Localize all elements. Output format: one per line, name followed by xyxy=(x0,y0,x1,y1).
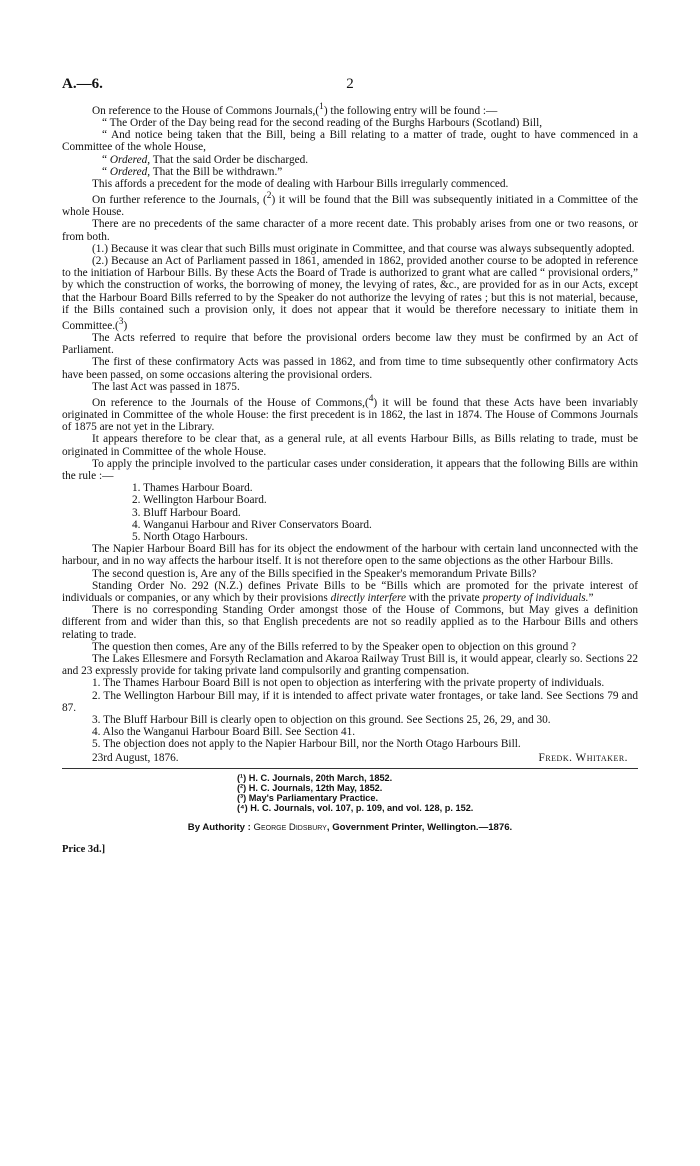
footnotes xyxy=(62,773,638,814)
paragraph: 3. The Bluff Harbour Bill is clearly open to objection on this ground. See Sections 25, 26, 29, and 30. xyxy=(92,714,551,727)
paragraph: “ Ordered, That the said Order be discharged. xyxy=(102,153,309,166)
list-item: 5. North Otago Harbours. xyxy=(132,530,248,543)
paragraph: To apply the principle involved to the particular cases under consideration, it appears that the following Bills are within the rule :— xyxy=(62,457,638,482)
page-number: 2 xyxy=(346,76,354,92)
signature-date: 23rd August, 1876. xyxy=(92,751,179,764)
paragraph: On further reference to the Journals, ($^2$) it will be found that the Bill was subsequently initiated in a Committee of the whole House. xyxy=(62,191,638,219)
paragraph-list xyxy=(62,101,638,751)
footnote: (¹) H. C. Journals, 20th March, 1852. xyxy=(237,772,393,783)
paragraph: The Lakes Ellesmere and Forsyth Reclamation and Akaroa Railway Trust Bill is, it would appear, clearly so. Sections 22 and 23 expressly provide for taking private land compulsorily and granting compensation. xyxy=(62,653,638,678)
footnote: (³) May's Parliamentary Practice. xyxy=(237,793,379,804)
paragraph: The Acts referred to require that before the provisional orders become law they must be confirmed by an Act of Parliament. xyxy=(62,331,638,357)
paragraph: “ Ordered, That the Bill be withdrawn.” xyxy=(102,165,283,178)
paragraph: “ And notice being taken that the Bill, being a Bill relating to a matter of trade, ought to have commenced in a Committee of the whole House, xyxy=(62,129,638,154)
paragraph: The first of these confirmatory Acts was passed in 1862, and from time to time subsequently other confirmatory Acts have been passed, on some occasions altering the provisional orders. xyxy=(62,356,638,381)
paragraph: 2. The Wellington Harbour Bill may, if it is intended to affect private water frontages, or take land. See Sections 79 and 87. xyxy=(62,689,638,714)
paragraph: It appears therefore to be clear that, as a general rule, at all events Harbour Bills, as Bills relating to trade, must be originated in Committee of the whole House. xyxy=(62,433,638,458)
paragraph: The Napier Harbour Board Bill has for its object the endowment of the harbour with certain land unconnected with the harbour, and in no way affects the harbour itself. It is not therefore open to the same objections as the other Harbour Bills. xyxy=(62,543,638,568)
list-item: 3. Bluff Harbour Board. xyxy=(132,506,241,519)
footnote: (²) H. C. Journals, 12th May, 1852. xyxy=(237,783,383,794)
paragraph: There are no precedents of the same character of a more recent date. This probably arises from one or two reasons, or from both. xyxy=(62,218,638,243)
paragraph: On reference to the Journals of the House of Commons,($^4$) it will be found that these Acts have been invariably originated in Committee of the whole House: the first precedent is in 1862, the last in 1874. The House of Commons Journals of 1875 are not yet in the Library. xyxy=(62,393,638,434)
document-reference: A.—6. xyxy=(62,76,103,92)
printer-authority-line xyxy=(62,822,638,834)
paragraph: The question then comes, Are any of the Bills referred to by the Speaker open to objection on this ground ? xyxy=(92,640,577,653)
document-body xyxy=(62,101,638,856)
footnote: (⁴) H. C. Journals, vol. 107, p. 109, and vol. 128, p. 152. xyxy=(237,803,474,814)
paragraph: On reference to the House of Commons Journals,($^1$) the following entry will be found :— xyxy=(92,102,498,117)
paragraph: “ The Order of the Day being read for the second reading of the Burghs Harbours (Scotland) Bill, xyxy=(102,116,543,129)
signature-name: Fredk. Whitaker. xyxy=(538,751,628,764)
printer-name: George Didsbury xyxy=(253,821,327,833)
authority-suffix: , Government Printer, Wellington.—1876. xyxy=(326,821,513,833)
page-header xyxy=(62,76,638,98)
list-item: 2. Wellington Harbour Board. xyxy=(132,494,267,507)
paragraph: 4. Also the Wanganui Harbour Board Bill. See Section 41. xyxy=(92,726,356,739)
price-note: Price 3d.] xyxy=(62,843,106,855)
signature-line xyxy=(62,752,638,764)
list-item: 1. Thames Harbour Board. xyxy=(132,482,253,495)
list-item: 4. Wanganui Harbour and River Conservators Board. xyxy=(132,518,372,531)
paragraph: (1.) Because it was clear that such Bills must originate in Committee, and that course was always subsequently adopted. xyxy=(92,242,635,255)
paragraph: 1. The Thames Harbour Board Bill is not open to objection as interfering with the private property of individuals. xyxy=(92,677,605,690)
paragraph: Standing Order No. 292 (N.Z.) defines Private Bills to be “Bills which are promoted for the private interest of individuals or companies, or any which by their provisions directly interfere with the private property of individuals.” xyxy=(62,579,638,604)
paragraph: There is no corresponding Standing Order amongst those of the House of Commons, but May gives a definition different from and wider than this, so that English precedents are not so readily applied as to the Harbour Bills and others relating to trade. xyxy=(62,604,638,641)
paragraph: The second question is, Are any of the Bills specified in the Speaker's memorandum Private Bills? xyxy=(92,567,537,580)
paragraph: This affords a precedent for the mode of dealing with Harbour Bills irregularly commenced. xyxy=(92,177,509,190)
paragraph: 5. The objection does not apply to the Napier Harbour Bill, nor the North Otago Harbours Bill. xyxy=(92,738,521,751)
authority-prefix: By Authority : xyxy=(187,821,251,833)
paragraph: (2.) Because an Act of Parliament passed in 1861, amended in 1862, provided another course to be adopted in reference to the initiation of Harbour Bills. By these Acts the Board of Trade is authorized to grant what are called “ provisional orders,” by which the construction of works, the borrowing of money, the levying of rates, &c., are provided for as in our Acts, except that the Harbour Board Bills referred to by the Speaker do not authorize the levying of rates ; but this is not material, because, if the Bills contained such a provision only, it does not appear that it would be therefore necessary to initiate them in Committee.($^3$) xyxy=(62,254,638,332)
footnote-divider xyxy=(62,768,638,769)
paragraph: The last Act was passed in 1875. xyxy=(92,380,240,393)
